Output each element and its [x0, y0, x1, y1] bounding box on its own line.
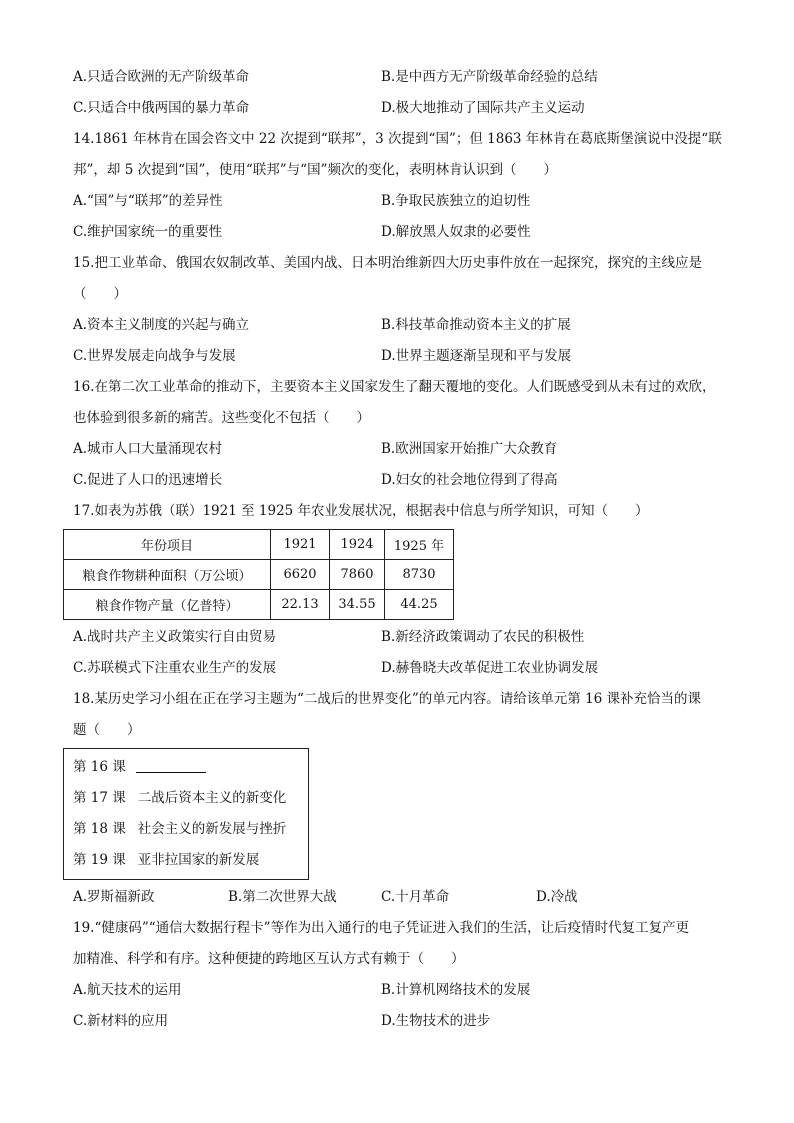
q13-options-row-1 [73, 62, 733, 93]
table-header-cell: 1921 [271, 530, 330, 560]
q19-option-b[interactable]: B.计算机网络技术的发展 [381, 982, 531, 998]
q19-option-c[interactable]: C.新材料的应用 [73, 1013, 169, 1029]
q17-option-b[interactable]: B.新经济政策调动了农民的积极性 [381, 629, 585, 645]
q19-stem-line-2: 加精准、科学和有序。这种便捷的跨地区互认方式有赖于（ ） [73, 951, 465, 967]
lesson-title: 社会主义的新发展与挫折 [137, 821, 287, 837]
q14-stem-line-2: 邦”，却 5 次提到“国”，使用“联邦”与“国”频次的变化，表明林肯认识到（ ） [73, 162, 557, 178]
q14-options-row-1 [73, 186, 733, 217]
q16-stem [73, 372, 733, 434]
q18-option-d[interactable]: D.冷战 [536, 889, 578, 905]
lesson-line [64, 845, 308, 876]
q14-option-b[interactable]: B.争取民族独立的迫切性 [381, 193, 531, 209]
table-header-row [64, 530, 454, 560]
q16-option-c[interactable]: C.促进了人口的迅速增长 [73, 472, 223, 488]
q19-options-row-1 [73, 975, 733, 1006]
table-cell: 22.13 [271, 590, 330, 620]
table-cell: 44.25 [385, 590, 454, 620]
q19-options-row-2 [73, 1006, 733, 1037]
q16-stem-line-1: 16.在第二次工业革命的推动下，主要资本主义国家发生了翻天覆地的变化。人们既感受到从未有过的欢欣， [73, 379, 716, 395]
q15-stem-line-1: 15.把工业革命、俄国农奴制改革、美国内战、日本明治维新四大历史事件放在一起探究，探究的主线应是 [73, 255, 702, 271]
table-header-cell: 年份项目 [64, 530, 271, 560]
q15-options-row-2 [73, 341, 733, 372]
table-header-cell: 1924 [330, 530, 385, 560]
q16-option-d[interactable]: D.妇女的社会地位得到了得高 [381, 472, 558, 488]
q19-stem-line-1: 19.“健康码”“通信大数据行程卡”等作为出入通行的电子凭证进入我们的生活，让后疫情时代复工复产更 [73, 920, 690, 936]
table-cell: 34.55 [330, 590, 385, 620]
q14-stem [73, 124, 733, 186]
q18-stem [73, 684, 733, 746]
q14-option-c[interactable]: C.维护国家统一的重要性 [73, 224, 223, 240]
q13-options-row-2 [73, 93, 733, 124]
q15-option-a[interactable]: A.资本主义制度的兴起与确立 [73, 317, 250, 333]
q18-options-row [73, 882, 733, 913]
lesson-number: 第 19 课 [73, 852, 126, 868]
q18-option-c[interactable]: C.十月革命 [381, 889, 450, 905]
q15-stem-line-2: （ ） [73, 286, 127, 302]
q17-options-row-1 [73, 622, 733, 653]
table-cell: 6620 [271, 560, 330, 590]
answer-blank[interactable] [136, 756, 206, 773]
lesson-line [64, 752, 308, 783]
lesson-title: 亚非拉国家的新发展 [137, 852, 260, 868]
q16-options-row-2 [73, 465, 733, 496]
lesson-number: 第 17 课 [73, 790, 126, 806]
table-row [64, 590, 454, 620]
lesson-line [64, 783, 308, 814]
q15-option-c[interactable]: C.世界发展走向战争与发展 [73, 348, 236, 364]
q17-data-table [63, 529, 454, 620]
q13-option-d[interactable]: D.极大地推动了国际共产主义运动 [381, 100, 585, 116]
table-cell: 粮食作物产量（亿普特） [64, 590, 271, 620]
q19-stem [73, 913, 733, 975]
q15-stem [73, 248, 733, 310]
q17-options-row-2 [73, 653, 733, 684]
table-cell: 粮食作物耕种面积（万公顷） [64, 560, 271, 590]
q16-option-a[interactable]: A.城市人口大量涌现农村 [73, 441, 223, 457]
table-cell: 7860 [330, 560, 385, 590]
exam-page [73, 62, 733, 1037]
table-header-cell: 1925 年 [385, 530, 454, 560]
q13-option-c[interactable]: C.只适合中俄两国的暴力革命 [73, 100, 250, 116]
lesson-title: 二战后资本主义的新变化 [137, 790, 287, 806]
lesson-number: 第 16 课 [73, 759, 126, 775]
q17-option-d[interactable]: D.赫鲁晓夫改革促进工农业协调发展 [381, 660, 599, 676]
table-row [64, 560, 454, 590]
q13-option-b[interactable]: B.是中西方无产阶级革命经验的总结 [381, 69, 598, 85]
q18-lesson-box [63, 748, 309, 880]
q19-option-d[interactable]: D.生物技术的进步 [381, 1013, 491, 1029]
q14-option-d[interactable]: D.解放黑人奴隶的必要性 [381, 224, 531, 240]
q15-option-d[interactable]: D.世界主题逐渐呈现和平与发展 [381, 348, 572, 364]
q17-stem: 17.如表为苏俄（联）1921 至 1925 年农业发展状况，根据表中信息与所学知识，可知（ ） [73, 503, 649, 519]
q15-options-row-1 [73, 310, 733, 341]
q13-option-a[interactable]: A.只适合欧洲的无产阶级革命 [73, 69, 250, 85]
q14-options-row-2 [73, 217, 733, 248]
q18-stem-line-1: 18.某历史学习小组在正在学习主题为“二战后的世界变化”的单元内容。请给该单元第 16 课补充恰当的课 [73, 691, 702, 707]
q16-options-row-1 [73, 434, 733, 465]
lesson-line [64, 814, 308, 845]
q15-option-b[interactable]: B.科技革命推动资本主义的扩展 [381, 317, 571, 333]
q18-option-a[interactable]: A.罗斯福新政 [73, 889, 155, 905]
q14-option-a[interactable]: A.“国”与“联邦”的差异性 [73, 193, 223, 209]
lesson-number: 第 18 课 [73, 821, 126, 837]
q16-stem-line-2: 也体验到很多新的痛苦。这些变化不包括（ ） [73, 410, 370, 426]
q17-option-a[interactable]: A.战时共产主义政策实行自由贸易 [73, 629, 277, 645]
q19-option-a[interactable]: A.航天技术的运用 [73, 982, 182, 998]
q16-option-b[interactable]: B.欧洲国家开始推广大众教育 [381, 441, 558, 457]
q14-stem-line-1: 14.1861 年林肯在国会咨文中 22 次提到“联邦”，3 次提到“国”；但 1863 年林肯在葛底斯堡演说中没提“联 [73, 131, 722, 147]
table-cell: 8730 [385, 560, 454, 590]
q17-option-c[interactable]: C.苏联模式下注重农业生产的发展 [73, 660, 277, 676]
q18-option-b[interactable]: B.第二次世界大战 [228, 889, 337, 905]
q18-stem-line-2: 题（ ） [73, 722, 141, 738]
